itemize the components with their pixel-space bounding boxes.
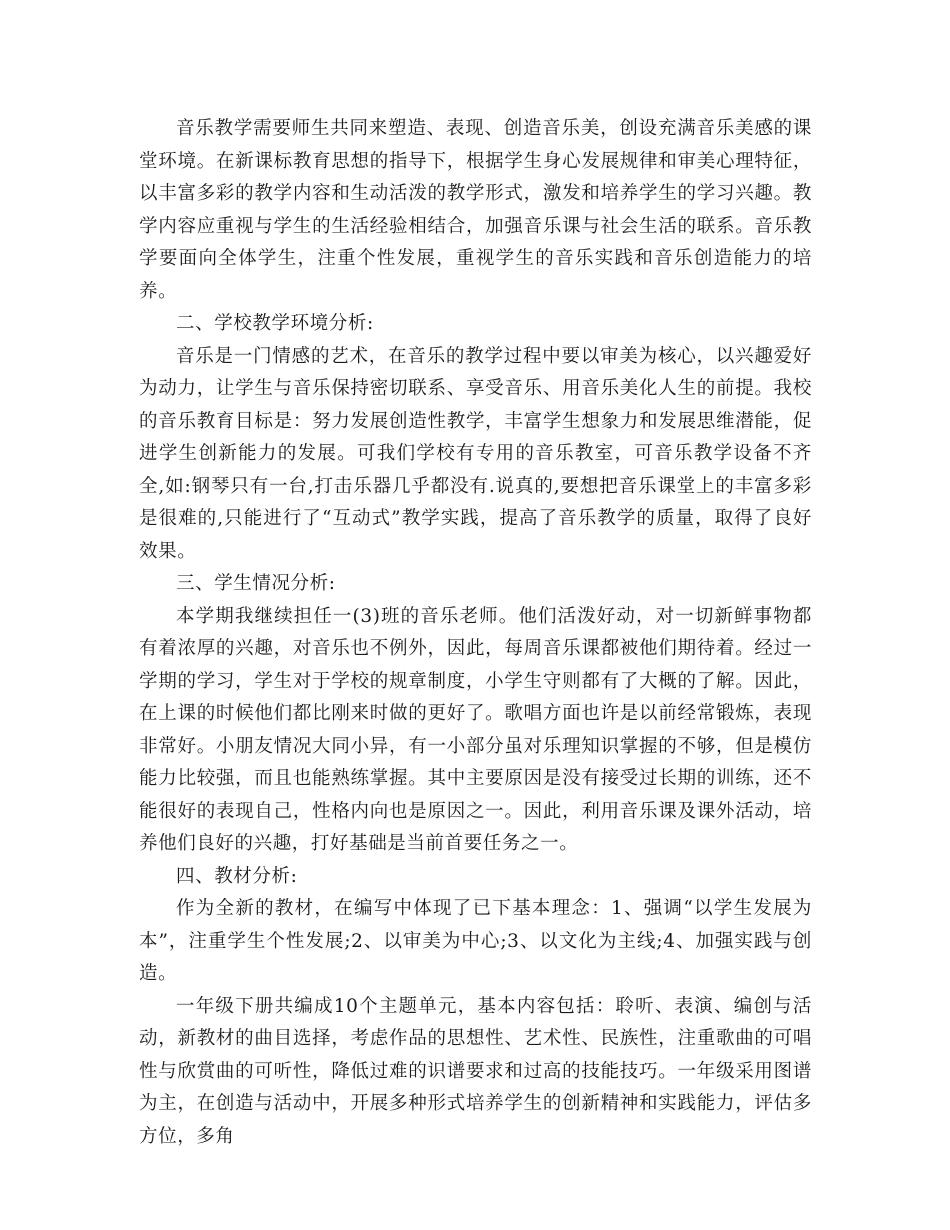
paragraph-school-environment: 音乐是一门情感的艺术，在音乐的教学过程中要以审美为核心，以兴趣爱好为动力，让学生与音乐保持密切联系、享受音乐、用音乐美化人生的前提。我校的音乐教育目标是：努力发展创造性教学，丰富学生想象力和发展思维潜能，促进学生创新能力的发展。可我们学校有专用的音乐教室，可音乐教学设备不齐全,如:钢琴只有一台,打击乐器几乎都没有.说真的,要想把音乐课堂上的丰富多彩是很难的,只能进行了“互动式”教学实践，提高了音乐教学的质量，取得了良好效果。 bbox=[139, 345, 812, 562]
heading-textbook: 四、教材分析: bbox=[176, 865, 298, 887]
heading-student-situation: 三、学生情况分析: bbox=[176, 573, 336, 594]
paragraph-textbook-concepts: 作为全新的教材，在编写中体现了已下基本理念：1、强调“以学生发展为本”，注重学生个性发展;2、以审美为中心;3、以文化为主线;4、加强实践与创造。 bbox=[139, 898, 812, 984]
paragraph-intro: 音乐教学需要师生共同来塑造、表现、创造音乐美，创设充满音乐美感的课堂环境。在新课标教育思想的指导下，根据学生身心发展规律和审美心理特征，以丰富多彩的教学内容和生动活泼的教学形式，激发和培养学生的学习兴趣。教学内容应重视与学生的生活经验相结合，加强音乐课与社会生活的联系。音乐教学要面向全体学生，注重个性发展，重视学生的音乐实践和音乐创造能力的培养。 bbox=[139, 118, 812, 302]
paragraph-textbook-units: 一年级下册共编成10个主题单元，基本内容包括：聆听、表演、编创与活动，新教材的曲目选择，考虑作品的思想性、艺术性、民族性，注重歌曲的可唱性与欣赏曲的可听性，降低过难的识谱要求和过高的技能技巧。一年级采用图谱为主，在创造与活动中，开展多种形式培养学生的创新精神和实践能力，评估多方位，多角 bbox=[139, 995, 812, 1147]
heading-school-environment: 二、学校教学环境分析: bbox=[176, 313, 374, 334]
paragraph-student-situation: 本学期我继续担任一(3)班的音乐老师。他们活泼好动，对一切新鲜事物都有着浓厚的兴趣，对音乐也不例外，因此，每周音乐课都被他们期待着。经过一学期的学习，学生对于学校的规章制度，小学生守则都有了大概的了解。因此，在上课的时候他们都比刚来时做的更好了。歌唱方面也许是以前经常锻炼，表现非常好。小朋友情况大同小异，有一小部分虽对乐理知识掌握的不够，但是模仿能力比较强，而且也能熟练掌握。其中主要原因是没有接受过长期的训练，还不能很好的表现自己，性格内向也是原因之一。因此，利用音乐课及课外活动，培养他们良好的兴趣，打好基础是当前首要任务之一。 bbox=[139, 605, 812, 854]
